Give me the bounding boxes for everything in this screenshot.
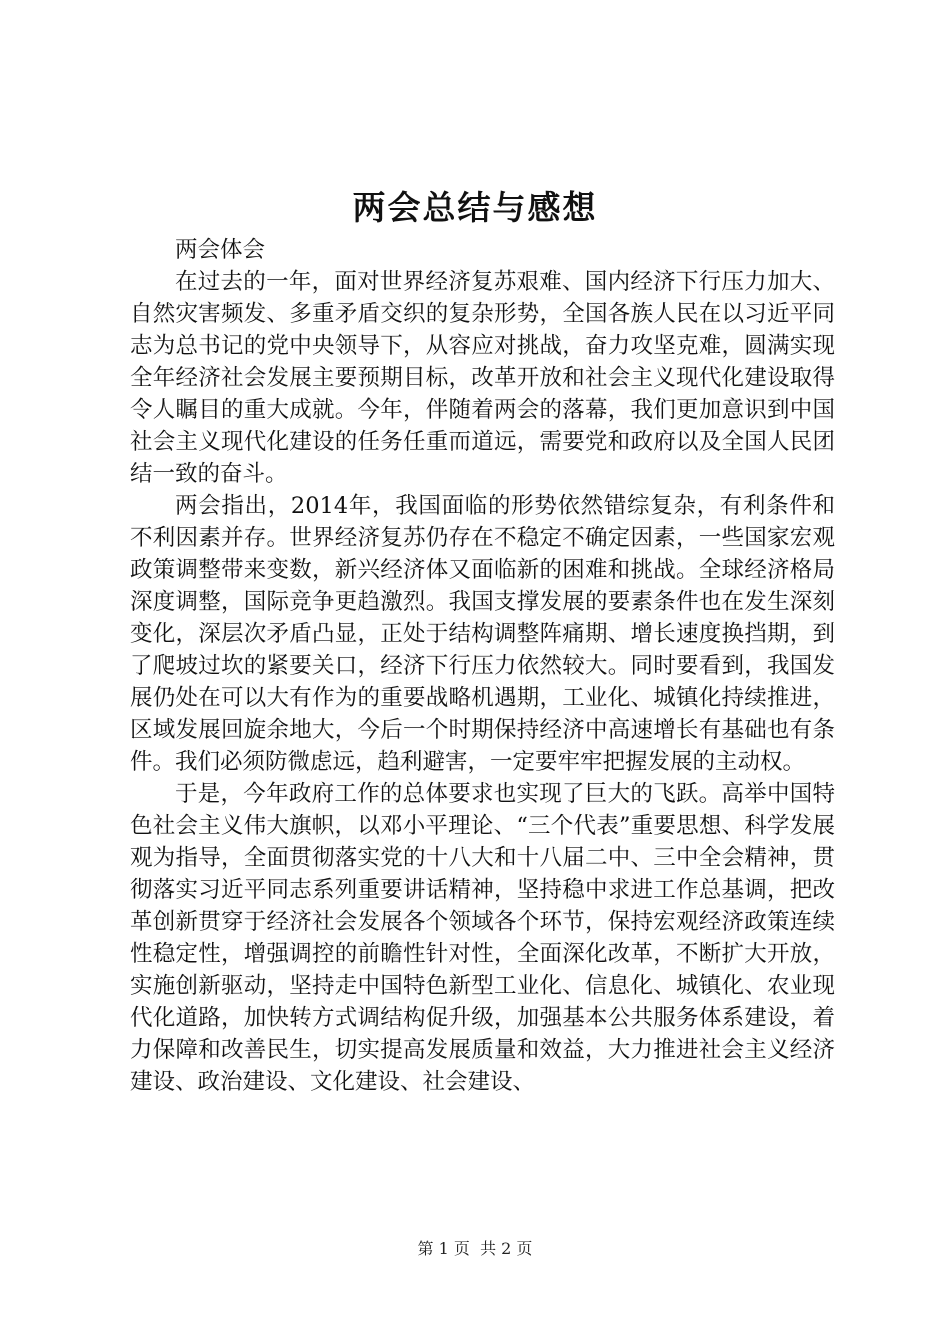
paragraph-subtitle: 两会体会 — [175, 237, 266, 263]
paragraph-1: 在过去的一年，面对世界经济复苏艰难、国内经济下行压力加大、自然灾害频发、多重矛盾交织的复杂形势，全国各族人民在以习近平同志为总书记的党中央领导下，从容应对挑战，奋力攻坚克难，圆满实现全年经济社会发展主要预期目标，改革开放和社会主义现代化建设取得令人瞩目的重大成就。今年，伴随着两会的落幕，我们更加意识到中国社会主义现代化建设的任务任重而道远，需要党和政府以及全国人民团结一致的奋斗。 — [130, 269, 835, 487]
paragraph-3: 于是，今年政府工作的总体要求也实现了巨大的飞跃。高举中国特色社会主义伟大旗帜，以邓小平理论、“三个代表”重要思想、科学发展观为指导，全面贯彻落实党的十八大和十八届二中、三中全会精神，贯彻落实习近平同志系列重要讲话精神，坚持稳中求进工作总基调，把改革创新贯穿于经济社会发展各个领域各个环节，保持宏观经济政策连续性稳定性，增强调控的前瞻性针对性，全面深化改革，不断扩大开放，实施创新驱动，坚持走中国特色新型工业化、信息化、城镇化、农业现代化道路，加快转方式调结构促升级，加强基本公共服务体系建设，着力保障和改善民生，切实提高发展质量和效益，大力推进社会主义经济建设、政治建设、文化建设、社会建设、 — [130, 781, 835, 1095]
document-body — [130, 234, 835, 1098]
document-title: 两会总结与感想 — [352, 188, 598, 227]
page-footer — [0, 1238, 950, 1260]
paragraph-2: 两会指出，2014年，我国面临的形势依然错综复杂，有利条件和不利因素并存。世界经济复苏仍存在不稳定不确定因素，一些国家宏观政策调整带来变数，新兴经济体又面临新的困难和挑战。全球经济格局深度调整，国际竞争更趋激烈。我国支撑发展的要素条件也在发生深刻变化，深层次矛盾凸显，正处于结构调整阵痛期、增长速度换挡期，到了爬坡过坎的紧要关口，经济下行压力依然较大。同时要看到，我国发展仍处在可以大有作为的重要战略机遇期，工业化、城镇化持续推进，区域发展回旋余地大，今后一个时期保持经济中高速增长有基础也有条件。我们必须防微虑远，趋利避害，一定要牢牢把握发展的主动权。 — [130, 493, 835, 775]
page-number-label: 第 1 页 共 2 页 — [417, 1239, 533, 1258]
